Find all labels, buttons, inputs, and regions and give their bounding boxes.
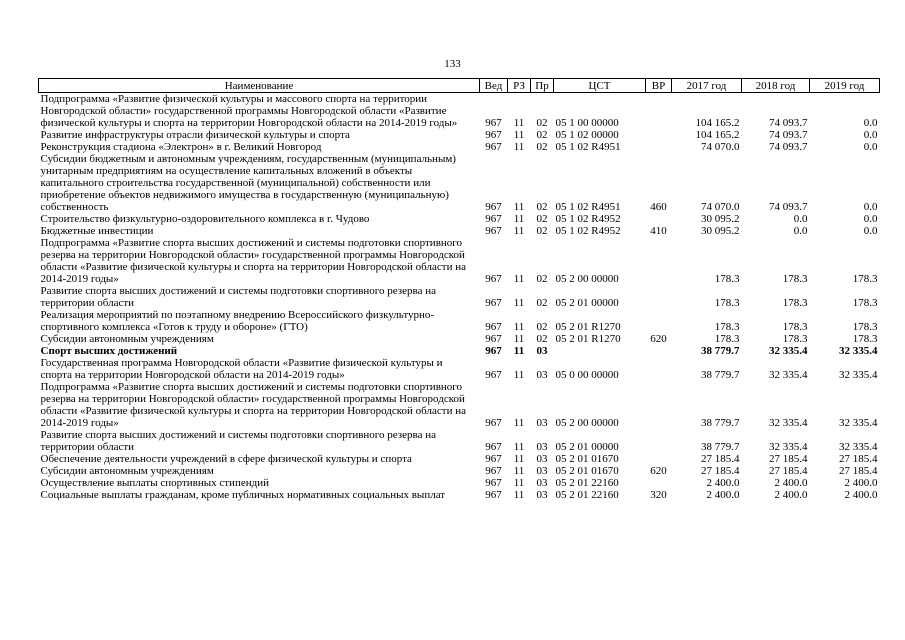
row-2017: 38 779.7: [701, 417, 740, 429]
row-pr: 03: [536, 417, 548, 429]
table-row: [39, 453, 880, 465]
row-2017: 178.3: [714, 273, 740, 285]
row-cst: 05 2 01 00000: [555, 441, 619, 453]
row-2018: 178.3: [782, 321, 808, 333]
row-2019: 178.3: [852, 273, 878, 285]
table-row: [39, 381, 880, 429]
row-2018: 178.3: [782, 333, 808, 345]
row-cst: 05 2 01 00000: [555, 297, 619, 309]
header-2019: 2019 год: [810, 79, 880, 93]
table-body: [39, 93, 880, 502]
row-rz: 11: [513, 417, 525, 429]
header-cst: ЦСТ: [554, 79, 646, 93]
row-cst: 05 2 00 00000: [555, 417, 619, 429]
row-2018: 32 335.4: [769, 345, 808, 357]
row-rz: 11: [513, 141, 525, 153]
row-name: Развитие спорта высших достижений и системы подготовки спортивного резерва на территории области: [40, 285, 436, 309]
row-name: Строительство физкультурно-оздоровительного комплекса в г. Чудово: [40, 213, 370, 225]
row-2017: 27 185.4: [701, 453, 740, 465]
row-pr: 03: [536, 453, 548, 465]
row-cst: 05 2 01 R1270: [555, 321, 621, 333]
row-name: Подпрограмма «Развитие физической культуры и массового спорта на территории Новгородской области» государственной программы Новгородской области «Развитие физической культуры и спорта на территории Новгородской области на 2014-2019 годы»: [40, 93, 458, 129]
row-vr: [646, 309, 672, 333]
row-pr: 03: [536, 369, 548, 381]
row-name: Развитие инфраструктуры отрасли физической культуры и спорта: [40, 129, 350, 141]
row-vr: [646, 357, 672, 381]
row-2019: 0.0: [863, 129, 878, 141]
row-2019: 32 335.4: [839, 369, 878, 381]
table-row: [39, 141, 880, 153]
header-ved: Вед: [480, 79, 508, 93]
row-pr: 02: [536, 141, 548, 153]
row-name: Спорт высших достижений: [40, 345, 178, 357]
row-2017: 104 165.2: [695, 129, 740, 141]
row-ved: 967: [485, 369, 502, 381]
row-rz: 11: [513, 201, 525, 213]
row-cst: 05 2 01 01670: [555, 453, 619, 465]
row-rz: 11: [513, 477, 525, 489]
row-cst: 05 1 00 00000: [555, 117, 619, 129]
row-2018: 178.3: [782, 273, 808, 285]
header-pr: Пр: [531, 79, 554, 93]
row-vr: 620: [650, 465, 667, 477]
row-cst: 05 0 00 00000: [555, 369, 619, 381]
budget-table: [38, 78, 880, 501]
row-2019: 0.0: [863, 117, 878, 129]
row-name: Подпрограмма «Развитие спорта высших достижений и системы подготовки спортивного резерва на территории Новгородской области» государственной программы Новгородской области «Развитие физической культуры и спорта на территории Новгородской области на 2014-2019 годы»: [40, 237, 466, 285]
row-pr: 02: [536, 117, 548, 129]
row-2018: 178.3: [782, 297, 808, 309]
row-ved: 967: [485, 129, 502, 141]
row-2018: 32 335.4: [769, 417, 808, 429]
row-vr: [646, 213, 672, 225]
row-pr: 03: [536, 345, 548, 357]
row-name: Осуществление выплаты спортивных стипендий: [40, 477, 269, 489]
table-row: [39, 129, 880, 141]
row-cst: 05 2 01 R1270: [555, 333, 621, 345]
row-name: Обеспечение деятельности учреждений в сфере физической культуры и спорта: [40, 453, 412, 465]
row-cst: 05 1 02 00000: [555, 129, 619, 141]
row-2019: 32 335.4: [839, 441, 878, 453]
table-row: [39, 465, 880, 477]
row-vr: [646, 429, 672, 453]
table-row: [39, 237, 880, 285]
row-vr: [646, 237, 672, 285]
row-2018: 2 400.0: [774, 489, 808, 501]
row-2019: 27 185.4: [839, 465, 878, 477]
row-ved: 967: [485, 441, 502, 453]
row-name: Развитие спорта высших достижений и системы подготовки спортивного резерва на территории области: [40, 429, 436, 453]
row-rz: 11: [513, 297, 525, 309]
header-2018: 2018 год: [742, 79, 810, 93]
row-name: Подпрограмма «Развитие спорта высших достижений и системы подготовки спортивного резерва на территории Новгородской области» государственной программы Новгородской области «Развитие физической культуры и спорта на территории Новгородской области на 2014-2019 годы»: [40, 381, 466, 429]
row-2017: 178.3: [714, 321, 740, 333]
row-rz: 11: [513, 321, 525, 333]
page-number: 133: [444, 58, 461, 70]
row-cst: 05 2 01 01670: [555, 465, 619, 477]
row-pr: 02: [536, 333, 548, 345]
row-ved: 967: [485, 345, 502, 357]
row-cst: 05 1 02 R4951: [555, 201, 621, 213]
table-row: [39, 285, 880, 309]
row-pr: 02: [536, 129, 548, 141]
table-row: [39, 357, 880, 381]
row-rz: 11: [513, 333, 525, 345]
row-vr: 620: [650, 333, 667, 345]
row-ved: 967: [485, 141, 502, 153]
row-2017: 74 070.0: [701, 201, 740, 213]
header-2017: 2017 год: [672, 79, 742, 93]
row-vr: [646, 381, 672, 429]
row-cst: 05 2 00 00000: [555, 273, 619, 285]
row-2019: 178.3: [852, 321, 878, 333]
header-name: Наименование: [39, 79, 480, 93]
row-2018: 74 093.7: [769, 117, 808, 129]
header-vr: ВР: [646, 79, 672, 93]
row-2019: 27 185.4: [839, 453, 878, 465]
row-2019: 2 400.0: [844, 477, 878, 489]
row-vr: 320: [650, 489, 667, 501]
table-row: [39, 429, 880, 453]
row-2017: 2 400.0: [706, 489, 740, 501]
row-name: Реализация мероприятий по поэтапному внедрению Всероссийского физкультурно-спортивного комплекса «Готов к труду и обороне» (ГТО): [40, 309, 435, 333]
row-ved: 967: [485, 297, 502, 309]
row-rz: 11: [513, 225, 525, 237]
row-cst: 05 2 01 22160: [555, 477, 619, 489]
row-vr: [646, 453, 672, 465]
row-vr: [646, 285, 672, 309]
table-row: [39, 225, 880, 237]
row-ved: 967: [485, 477, 502, 489]
row-pr: 03: [536, 465, 548, 477]
row-2018: 2 400.0: [774, 477, 808, 489]
row-2018: 32 335.4: [769, 441, 808, 453]
row-name: Реконструкция стадиона «Электрон» в г. Великий Новгород: [40, 141, 322, 153]
table-row: [39, 309, 880, 333]
row-2017: 2 400.0: [706, 477, 740, 489]
row-pr: 02: [536, 297, 548, 309]
table-row: [39, 345, 880, 357]
table-row: [39, 333, 880, 345]
row-name: Субсидии автономным учреждениям: [40, 465, 214, 477]
row-cst: 05 1 02 R4952: [555, 225, 621, 237]
row-ved: 967: [485, 417, 502, 429]
row-2018: 0.0: [793, 225, 808, 237]
row-name: Социальные выплаты гражданам, кроме публичных нормативных социальных выплат: [40, 489, 446, 501]
row-rz: 11: [513, 465, 525, 477]
row-vr: 460: [650, 201, 667, 213]
row-2018: 27 185.4: [769, 465, 808, 477]
row-2018: 74 093.7: [769, 141, 808, 153]
row-ved: 967: [485, 273, 502, 285]
row-pr: 03: [536, 441, 548, 453]
row-rz: 11: [513, 117, 525, 129]
row-name: Субсидии бюджетным и автономным учреждениям, государственным (муниципальным) унитарным предприятиям на осуществление капитальных вложений в объекты капитального строительства государственной (муниципальной) собственности или приобретение объектов недвижимого имущества в государственную (муниципальную) собственность: [40, 153, 456, 213]
table-row: [39, 477, 880, 489]
row-rz: 11: [513, 369, 525, 381]
row-2019: 2 400.0: [844, 489, 878, 501]
row-2017: 74 070.0: [701, 141, 740, 153]
row-2017: 178.3: [714, 297, 740, 309]
row-ved: 967: [485, 489, 502, 501]
row-2017: 178.3: [714, 333, 740, 345]
table-row: [39, 153, 880, 213]
row-vr: 410: [650, 225, 667, 237]
row-ved: 967: [485, 465, 502, 477]
row-2019: 0.0: [863, 201, 878, 213]
row-ved: 967: [485, 225, 502, 237]
row-2017: 27 185.4: [701, 465, 740, 477]
row-rz: 11: [513, 453, 525, 465]
row-pr: 02: [536, 201, 548, 213]
row-2019: 178.3: [852, 297, 878, 309]
row-vr: [646, 141, 672, 153]
row-2017: 104 165.2: [695, 117, 740, 129]
header-rz: РЗ: [508, 79, 531, 93]
row-2019: 32 335.4: [839, 345, 878, 357]
row-2018: 32 335.4: [769, 369, 808, 381]
row-2019: 178.3: [852, 333, 878, 345]
row-ved: 967: [485, 321, 502, 333]
row-rz: 11: [513, 129, 525, 141]
row-vr: [646, 93, 672, 130]
row-cst: 05 1 02 R4951: [555, 141, 621, 153]
row-pr: 03: [536, 489, 548, 501]
row-name: Государственная программа Новгородской области «Развитие физической культуры и спорта на территории Новгородской области на 2014-2019 годы»: [40, 357, 443, 381]
table-row: [39, 213, 880, 225]
row-ved: 967: [485, 333, 502, 345]
row-2018: 74 093.7: [769, 201, 808, 213]
row-cst: [554, 345, 646, 357]
row-2018: 0.0: [793, 213, 808, 225]
row-vr: [646, 477, 672, 489]
row-pr: 02: [536, 321, 548, 333]
row-2017: 38 779.7: [701, 369, 740, 381]
row-pr: 02: [536, 273, 548, 285]
table-row: [39, 489, 880, 501]
row-2019: 0.0: [863, 225, 878, 237]
row-rz: 11: [513, 273, 525, 285]
row-ved: 967: [485, 453, 502, 465]
row-pr: 02: [536, 213, 548, 225]
row-rz: 11: [513, 213, 525, 225]
row-2018: 27 185.4: [769, 453, 808, 465]
row-name: Бюджетные инвестиции: [40, 225, 154, 237]
row-rz: 11: [513, 345, 525, 357]
row-2019: 0.0: [863, 213, 878, 225]
table-row: [39, 93, 880, 130]
row-pr: 03: [536, 477, 548, 489]
header-row: [39, 79, 880, 93]
row-cst: 05 1 02 R4952: [555, 213, 621, 225]
row-2017: 38 779.7: [701, 345, 740, 357]
row-ved: 967: [485, 117, 502, 129]
row-2017: 30 095.2: [701, 225, 740, 237]
row-2017: 30 095.2: [701, 213, 740, 225]
row-vr: [646, 345, 672, 357]
row-rz: 11: [513, 441, 525, 453]
row-pr: 02: [536, 225, 548, 237]
row-rz: 11: [513, 489, 525, 501]
row-2019: 32 335.4: [839, 417, 878, 429]
row-ved: 967: [485, 213, 502, 225]
row-2017: 38 779.7: [701, 441, 740, 453]
row-2018: 74 093.7: [769, 129, 808, 141]
row-2019: 0.0: [863, 141, 878, 153]
row-cst: 05 2 01 22160: [555, 489, 619, 501]
row-name: Субсидии автономным учреждениям: [40, 333, 214, 345]
row-ved: 967: [485, 201, 502, 213]
row-vr: [646, 129, 672, 141]
